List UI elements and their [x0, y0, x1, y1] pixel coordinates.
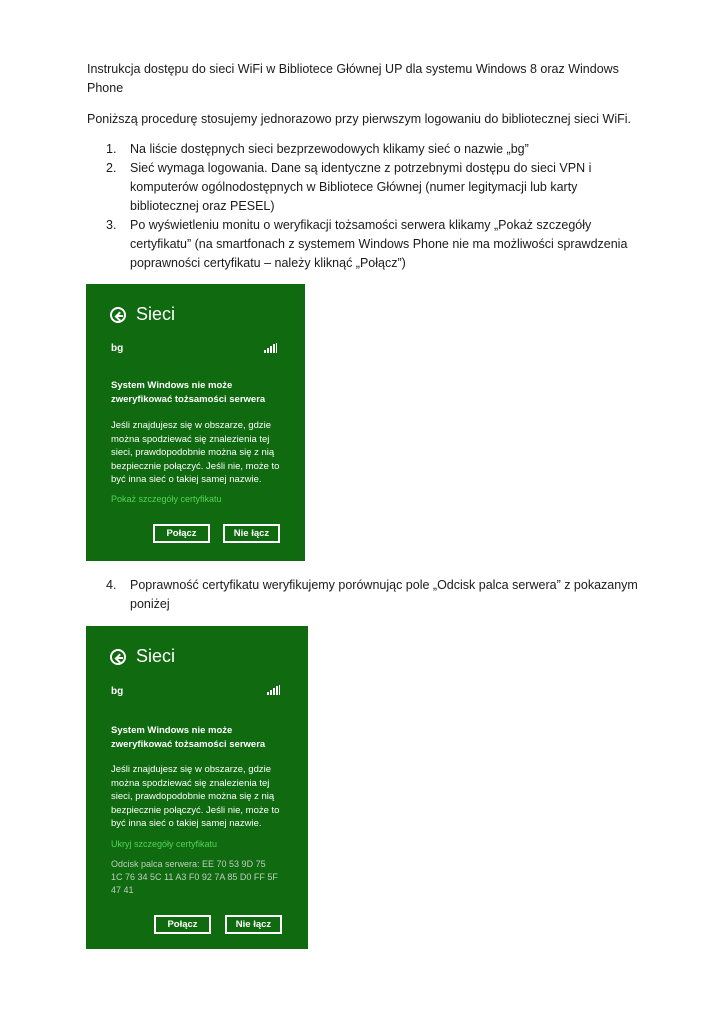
wifi-dialog-screenshot-details: [86, 626, 308, 949]
show-certificate-link[interactable]: Pokaż szczegóły certyfikatu: [111, 494, 222, 504]
body-line: można spodziewać się znalezienia tej: [111, 777, 270, 789]
step-number: 2.: [106, 161, 117, 175]
warning-heading: [111, 379, 291, 406]
dont-connect-button[interactable]: Nie łącz: [223, 524, 280, 543]
step-number: 3.: [106, 218, 117, 232]
body-line: Jeśli znajdujesz się w obszarze, gdzie: [111, 420, 271, 431]
back-arrow-icon[interactable]: [110, 307, 126, 323]
step-text: poniżej: [130, 597, 170, 611]
body-line: można spodziewać się znalezienia tej: [111, 433, 270, 445]
body-line: być inna sieć o takiej samej nazwie.: [111, 474, 262, 485]
step-text: Poprawność certyfikatu weryfikujemy porównując pole „Odcisk palca serwera” z pokazanym: [130, 578, 638, 592]
fingerprint-line: 1C 76 34 5C 11 A3 F0 92 7A 85 D0 FF 5F: [111, 872, 278, 882]
panel-title: Sieci: [136, 646, 176, 666]
warning-line: System Windows nie może: [111, 380, 233, 391]
network-name: bg: [111, 343, 124, 354]
warning-heading: [111, 724, 291, 751]
step-text: Na liście dostępnych sieci bezprzewodowych klikamy sieć o nazwie „bg”: [130, 142, 529, 156]
server-fingerprint: [111, 858, 286, 897]
step-text: certyfikatu” (na smartfonach z systemem Windows Phone nie ma możliwości sprawdzenia: [130, 237, 628, 251]
warning-line: System Windows nie może: [111, 725, 233, 736]
network-name: bg: [111, 686, 124, 697]
body-line: bezpiecznie połączyć. Jeśli nie, może to: [111, 460, 280, 472]
warning-body: [111, 763, 286, 831]
body-line: być inna sieć o takiej samej nazwie.: [111, 818, 262, 829]
warning-line: zweryfikować tożsamości serwera: [111, 738, 266, 750]
wifi-dialog-screenshot: [86, 284, 305, 561]
hide-certificate-link[interactable]: Ukryj szczegóły certyfikatu: [111, 839, 218, 849]
panel-title: Sieci: [136, 304, 176, 324]
body-line: bezpiecznie połączyć. Jeśli nie, może to: [111, 804, 280, 816]
step-text: Sieć wymaga logowania. Dane są identyczne z potrzebnymi dostępu do sieci VPN i: [130, 161, 592, 175]
fingerprint-line: Odcisk palca serwera: EE 70 53 9D 75: [111, 859, 266, 869]
body-line: sieci, prawdopodobnie można się z nią: [111, 447, 275, 458]
connect-button[interactable]: Połącz: [153, 524, 210, 543]
warning-line: zweryfikować tożsamości serwera: [111, 393, 266, 405]
doc-intro: Poniższą procedurę stosujemy jednorazowo przy pierwszym logowaniu do bibliotecznej sieci WiFi.: [87, 112, 631, 126]
doc-title-line-1: Instrukcja dostępu do sieci WiFi w Bibliotece Głównej UP dla systemu Windows 8 oraz Windows: [87, 62, 619, 76]
step-text: poprawności certyfikatu – należy kliknąć „Połącz”): [130, 256, 406, 270]
body-line: Jeśli znajdujesz się w obszarze, gdzie: [111, 764, 271, 775]
step-number: 4.: [106, 578, 117, 592]
step-number: 1.: [106, 142, 117, 156]
warning-body: [111, 419, 286, 487]
fingerprint-line: 47 41: [111, 885, 134, 895]
step-text: Po wyświetleniu monitu o weryfikacji tożsamości serwera klikamy „Pokaż szczegóły: [130, 218, 592, 232]
step-text: bibliotecznej oraz PESEL): [130, 199, 275, 213]
doc-title-line-2: Phone: [87, 81, 124, 95]
signal-strength-icon: [267, 685, 280, 695]
body-line: sieci, prawdopodobnie można się z nią: [111, 791, 275, 802]
connect-button[interactable]: Połącz: [154, 915, 211, 934]
back-arrow-icon[interactable]: [110, 649, 126, 665]
dont-connect-button[interactable]: Nie łącz: [225, 915, 282, 934]
signal-strength-icon: [264, 343, 277, 353]
step-text: komputerów ogólnodostępnych w Bibliotece Głównej (numer legitymacji lub karty: [130, 180, 578, 194]
